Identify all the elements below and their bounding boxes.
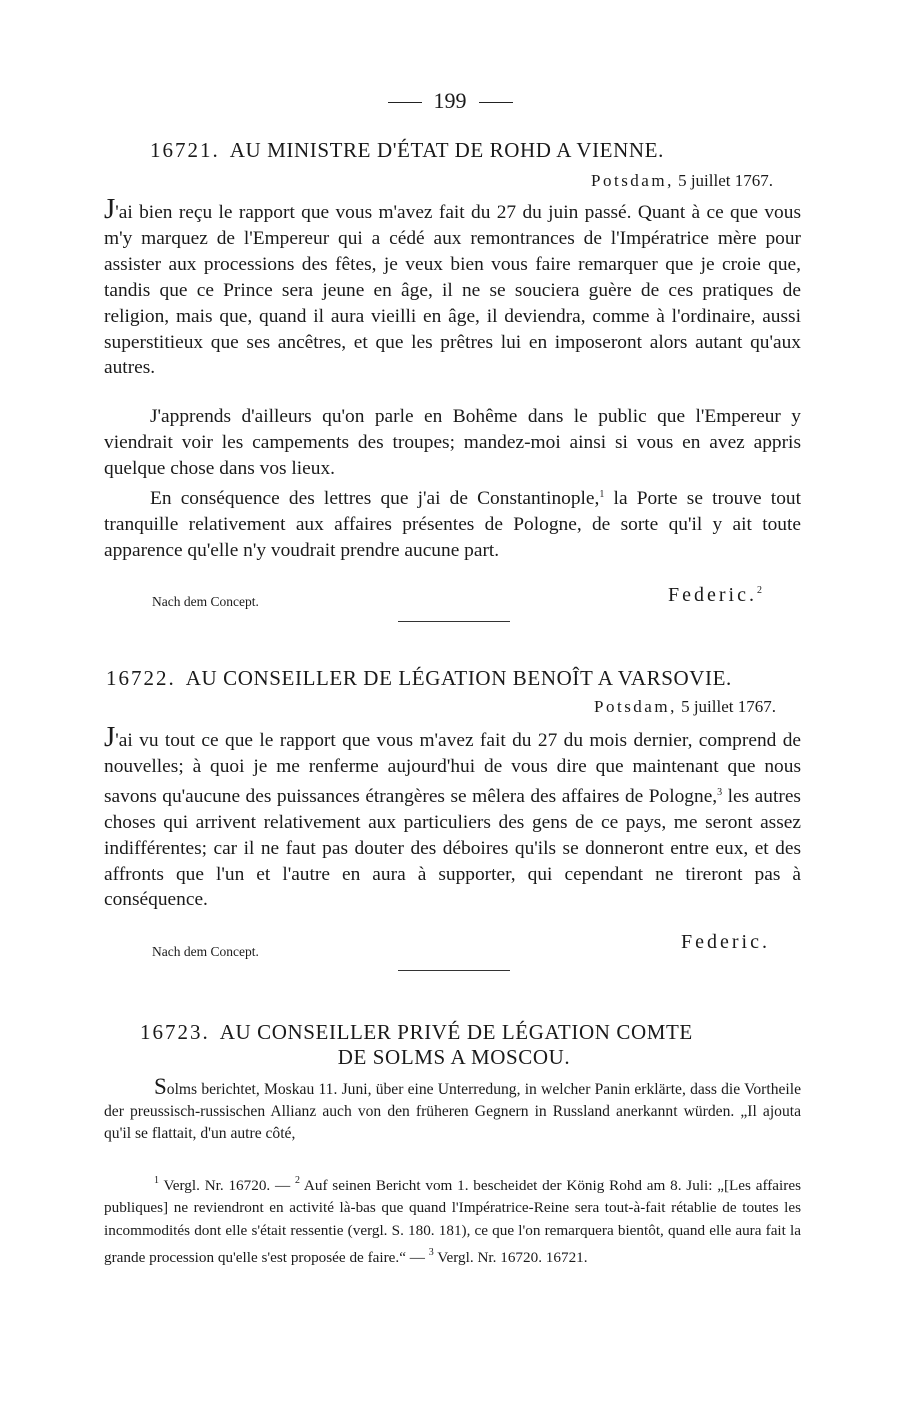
footnote-ref: 1 — [599, 489, 605, 500]
page-number — [0, 88, 900, 114]
page-number-left-dash — [388, 102, 422, 103]
paragraph-text: les autres choses qui arrivent relativement aux particuliers des gens de ce pays, me seront assez indifférentes; car il ne faut pas douter des déboires qu'ils se donneront entre eux, et des affronts que l'un et l'autre en aura à supporter, qui cependant ne tireront pas à conséquence. — [104, 785, 801, 911]
summary-text: olms berichtet, Moskau 11. Juni, über eine Unterredung, in welcher Panin erklärte, dass die Vortheile der preussisch-russischen Allianz auch von den früheren Gegnern in Russland anerkannt würden. „Il ajouta qu'il se flattait, d'un autre côté, — [104, 1081, 801, 1142]
letter-number: 16722. — [106, 666, 176, 690]
footnote-2-mark: 2 — [294, 1175, 300, 1186]
footnote-1-mark: 1 — [154, 1175, 159, 1186]
letter-16721-paragraph-1 — [104, 193, 801, 381]
drop-initial: J — [104, 193, 116, 225]
footnotes — [104, 1170, 801, 1270]
footnote-2-text: Auf seinen Bericht vom 1. bescheidet der König Rohd am 8. Juli: „[Les affaires publiques] ne reviendront en activité là-bas que quand l'Impératrice-Reine sera tout-à-fait rétablie de toutes les incommodités dont elle s'était ressentie (vergl. S. 180. 181), ce que l'on remarquera bientôt, quand elle aura fait la grande procession qu'elle s'est proposée de faire.“ — — [104, 1177, 801, 1267]
letter-16722-source: Nach dem Concept. — [152, 944, 259, 959]
letter-16721-heading — [150, 138, 664, 163]
letter-title: AU MINISTRE D'ÉTAT DE ROHD A VIENNE. — [229, 138, 664, 162]
page-number-right-dash — [479, 102, 513, 103]
letter-16722-heading — [106, 666, 732, 691]
letter-16721-dateline — [591, 171, 773, 191]
dateline-date: 5 juillet 1767. — [681, 697, 776, 716]
letter-number: 16721. — [150, 138, 220, 162]
letter-16722-signature: Federic. — [681, 931, 770, 953]
letter-16721-source: Nach dem Concept. — [152, 594, 259, 609]
letter-16723-heading-line-2: DE SOLMS A MOSCOU. — [337, 1045, 571, 1069]
letter-title: AU CONSEILLER PRIVÉ DE LÉGATION COMTE — [219, 1020, 693, 1044]
paragraph-text: En conséquence des lettres que j'ai de Constantinople, — [150, 488, 600, 509]
dateline-place: Potsdam, — [594, 697, 677, 716]
paragraph-text: 'ai vu tout ce que le rapport que vous m'avez fait du 27 du mois dernier, comprend de nouvelles; à quoi je me renferme aujourd'hui de vous dire que maintenant que nous savons qu'aucune des puissances étrangères se mêlera des affaires de Pologne, — [104, 730, 801, 807]
letter-16722-dateline — [594, 697, 776, 717]
dateline-date: 5 juillet 1767. — [678, 171, 773, 190]
section-divider — [398, 621, 510, 622]
paragraph-text: la Porte se trouve tout tranquille relativement aux affaires présentes de Pologne, de sorte qu'il y ait toute apparence qu'elle n'y voudrait prendre aucune part. — [104, 488, 801, 561]
dateline-place: Potsdam, — [591, 171, 674, 190]
paragraph-text: 'ai bien reçu le rapport que vous m'avez fait du 27 du juin passé. Quant à ce que vous m'y marquez de l'Empereur qui a cédé aux remontrances de l'Impératrice mère pour assister aux processions des fêtes, je veux bien vous faire remarquer que je croie que, tandis que ce Prince sera jeune en âge, il ne se souciera guère de ces pratiques de religion, mais que, quand il aura vieilli en âge, il deviendra, comme à l'ordinaire, aussi superstitieux que ses ancêtres, et que les prêtres lui en imposeront alors autant qu'aux autres. — [104, 202, 801, 379]
drop-initial: J — [104, 721, 116, 753]
letter-title: AU CONSEILLER DE LÉGATION BENOÎT A VARSOVIE. — [185, 666, 732, 690]
letter-16723-heading — [140, 1020, 693, 1045]
letter-16721-paragraph-3 — [104, 482, 801, 564]
letter-number: 16723. — [140, 1020, 210, 1044]
letter-16721-signature — [668, 584, 762, 607]
letter-16722-paragraph-1 — [104, 721, 801, 913]
letter-16723-summary — [104, 1076, 801, 1145]
drop-initial: S — [154, 1074, 167, 1099]
footnote-3-text: Vergl. Nr. 16720. 16721. — [433, 1249, 588, 1267]
letter-16721-paragraph-2 — [104, 404, 801, 482]
footnote-ref: 3 — [717, 786, 723, 798]
page-number-text: 199 — [433, 88, 467, 113]
section-divider — [398, 970, 510, 971]
footnote-1-text: Vergl. Nr. 16720. — — [159, 1177, 295, 1194]
signature-text: Federic. — [668, 584, 757, 606]
paragraph-text: J'apprends d'ailleurs qu'on parle en Bohême dans le public que l'Empereur y viendrait voir les campements des troupes; mandez-moi ainsi si vous en avez appris quelque chose dans vos lieux. — [104, 406, 801, 479]
footnote-3-mark: 3 — [428, 1247, 434, 1259]
footnote-ref: 2 — [756, 585, 762, 596]
